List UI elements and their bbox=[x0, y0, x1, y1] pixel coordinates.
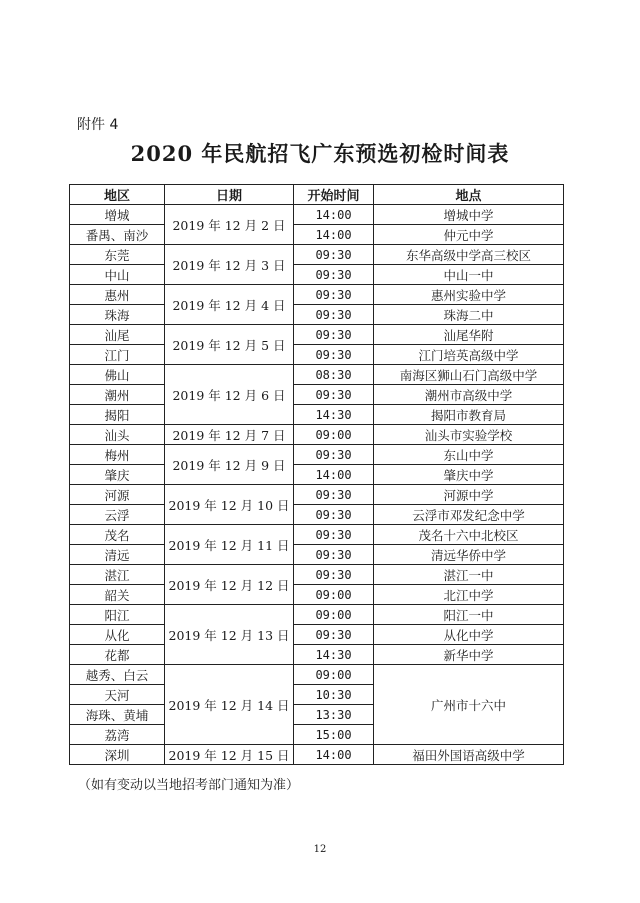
start-time-cell: 14:00 bbox=[294, 205, 374, 225]
table-row bbox=[70, 485, 564, 505]
region-cell: 肇庆 bbox=[70, 465, 165, 485]
region-cell: 云浮 bbox=[70, 505, 165, 525]
region-cell: 荔湾 bbox=[70, 725, 165, 745]
start-time-cell: 09:00 bbox=[294, 585, 374, 605]
location-cell: 从化中学 bbox=[374, 625, 564, 645]
region-cell: 韶关 bbox=[70, 585, 165, 605]
date-cell: 2019 年 12 月 6 日 bbox=[165, 365, 294, 425]
region-cell: 河源 bbox=[70, 485, 165, 505]
table-header-row bbox=[70, 185, 564, 205]
table-row bbox=[70, 265, 564, 285]
table-row bbox=[70, 225, 564, 245]
date-cell: 2019 年 12 月 14 日 bbox=[165, 665, 294, 745]
location-cell: 云浮市邓发纪念中学 bbox=[374, 505, 564, 525]
date-cell: 2019 年 12 月 15 日 bbox=[165, 745, 294, 765]
location-cell: 福田外国语高级中学 bbox=[374, 745, 564, 765]
start-time-cell: 09:30 bbox=[294, 345, 374, 365]
date-cell: 2019 年 12 月 12 日 bbox=[165, 565, 294, 605]
table-row bbox=[70, 665, 564, 685]
region-cell: 潮州 bbox=[70, 385, 165, 405]
start-time-cell: 14:00 bbox=[294, 465, 374, 485]
start-time-cell: 09:30 bbox=[294, 505, 374, 525]
region-cell: 汕尾 bbox=[70, 325, 165, 345]
region-cell: 梅州 bbox=[70, 445, 165, 465]
schedule-body bbox=[70, 205, 564, 765]
region-cell: 佛山 bbox=[70, 365, 165, 385]
start-time-cell: 09:30 bbox=[294, 265, 374, 285]
page-title: 2020 年民航招飞广东预选初检时间表 bbox=[130, 141, 510, 166]
table-row bbox=[70, 745, 564, 765]
date-cell: 2019 年 12 月 10 日 bbox=[165, 485, 294, 525]
region-cell: 越秀、白云 bbox=[70, 665, 165, 685]
table-row bbox=[70, 205, 564, 225]
location-cell: 北江中学 bbox=[374, 585, 564, 605]
table-row bbox=[70, 385, 564, 405]
location-cell: 汕尾华附 bbox=[374, 325, 564, 345]
start-time-cell: 14:30 bbox=[294, 645, 374, 665]
region-cell: 揭阳 bbox=[70, 405, 165, 425]
start-time-cell: 09:30 bbox=[294, 525, 374, 545]
date-cell: 2019 年 12 月 11 日 bbox=[165, 525, 294, 565]
location-cell: 珠海二中 bbox=[374, 305, 564, 325]
region-cell: 从化 bbox=[70, 625, 165, 645]
start-time-cell: 09:00 bbox=[294, 665, 374, 685]
location-cell: 阳江一中 bbox=[374, 605, 564, 625]
date-cell: 2019 年 12 月 4 日 bbox=[165, 285, 294, 325]
table-row bbox=[70, 545, 564, 565]
location-cell: 东山中学 bbox=[374, 445, 564, 465]
start-time-cell: 09:30 bbox=[294, 565, 374, 585]
start-time-cell: 09:00 bbox=[294, 605, 374, 625]
start-time-cell: 09:30 bbox=[294, 245, 374, 265]
region-cell: 茂名 bbox=[70, 525, 165, 545]
date-cell: 2019 年 12 月 5 日 bbox=[165, 325, 294, 365]
location-cell: 清远华侨中学 bbox=[374, 545, 564, 565]
start-time-cell: 09:30 bbox=[294, 325, 374, 345]
location-cell: 江门培英高级中学 bbox=[374, 345, 564, 365]
date-cell: 2019 年 12 月 9 日 bbox=[165, 445, 294, 485]
start-time-cell: 10:30 bbox=[294, 685, 374, 705]
start-time-cell: 14:30 bbox=[294, 405, 374, 425]
table-row bbox=[70, 625, 564, 645]
region-cell: 清远 bbox=[70, 545, 165, 565]
table-row bbox=[70, 605, 564, 625]
location-cell: 潮州市高级中学 bbox=[374, 385, 564, 405]
date-cell: 2019 年 12 月 13 日 bbox=[165, 605, 294, 665]
location-cell: 增城中学 bbox=[374, 205, 564, 225]
region-cell: 增城 bbox=[70, 205, 165, 225]
start-time-cell: 09:30 bbox=[294, 385, 374, 405]
start-time-cell: 09:30 bbox=[294, 545, 374, 565]
table-row bbox=[70, 405, 564, 425]
table-row bbox=[70, 585, 564, 605]
table-row bbox=[70, 285, 564, 305]
start-time-cell: 15:00 bbox=[294, 725, 374, 745]
start-time-cell: 09:30 bbox=[294, 485, 374, 505]
table-row bbox=[70, 645, 564, 665]
location-cell: 肇庆中学 bbox=[374, 465, 564, 485]
location-cell: 新华中学 bbox=[374, 645, 564, 665]
region-cell: 珠海 bbox=[70, 305, 165, 325]
table-row bbox=[70, 445, 564, 465]
schedule-table bbox=[69, 184, 564, 765]
location-cell: 仲元中学 bbox=[374, 225, 564, 245]
location-cell: 汕头市实验学校 bbox=[374, 425, 564, 445]
start-time-cell: 09:30 bbox=[294, 305, 374, 325]
page-number: 12 bbox=[313, 844, 327, 855]
table-row bbox=[70, 425, 564, 445]
region-cell: 阳江 bbox=[70, 605, 165, 625]
start-time-cell: 09:30 bbox=[294, 445, 374, 465]
start-time-cell: 14:00 bbox=[294, 745, 374, 765]
table-row bbox=[70, 525, 564, 545]
region-cell: 天河 bbox=[70, 685, 165, 705]
location-cell: 广州市十六中 bbox=[374, 665, 564, 745]
table-row bbox=[70, 325, 564, 345]
region-cell: 东莞 bbox=[70, 245, 165, 265]
header-location: 地点 bbox=[374, 185, 564, 205]
start-time-cell: 09:30 bbox=[294, 625, 374, 645]
location-cell: 揭阳市教育局 bbox=[374, 405, 564, 425]
region-cell: 中山 bbox=[70, 265, 165, 285]
location-cell: 河源中学 bbox=[374, 485, 564, 505]
region-cell: 深圳 bbox=[70, 745, 165, 765]
location-cell: 茂名十六中北校区 bbox=[374, 525, 564, 545]
table-row bbox=[70, 505, 564, 525]
start-time-cell: 09:30 bbox=[294, 285, 374, 305]
location-cell: 南海区狮山石门高级中学 bbox=[374, 365, 564, 385]
header-date: 日期 bbox=[165, 185, 294, 205]
table-row bbox=[70, 365, 564, 385]
table-row bbox=[70, 345, 564, 365]
start-time-cell: 14:00 bbox=[294, 225, 374, 245]
attachment-label: 附件 4 bbox=[77, 117, 119, 133]
region-cell: 海珠、黄埔 bbox=[70, 705, 165, 725]
start-time-cell: 13:30 bbox=[294, 705, 374, 725]
location-cell: 惠州实验中学 bbox=[374, 285, 564, 305]
date-cell: 2019 年 12 月 2 日 bbox=[165, 205, 294, 245]
table-row bbox=[70, 465, 564, 485]
table-row bbox=[70, 305, 564, 325]
location-cell: 中山一中 bbox=[374, 265, 564, 285]
region-cell: 惠州 bbox=[70, 285, 165, 305]
table-row bbox=[70, 245, 564, 265]
region-cell: 花都 bbox=[70, 645, 165, 665]
region-cell: 番禺、南沙 bbox=[70, 225, 165, 245]
date-cell: 2019 年 12 月 3 日 bbox=[165, 245, 294, 285]
region-cell: 江门 bbox=[70, 345, 165, 365]
date-cell: 2019 年 12 月 7 日 bbox=[165, 425, 294, 445]
table-row bbox=[70, 565, 564, 585]
footnote: （如有变动以当地招考部门通知为准） bbox=[78, 778, 300, 793]
location-cell: 湛江一中 bbox=[374, 565, 564, 585]
header-region: 地区 bbox=[70, 185, 165, 205]
start-time-cell: 09:00 bbox=[294, 425, 374, 445]
location-cell: 东华高级中学高三校区 bbox=[374, 245, 564, 265]
header-start-time: 开始时间 bbox=[294, 185, 374, 205]
region-cell: 湛江 bbox=[70, 565, 165, 585]
start-time-cell: 08:30 bbox=[294, 365, 374, 385]
region-cell: 汕头 bbox=[70, 425, 165, 445]
